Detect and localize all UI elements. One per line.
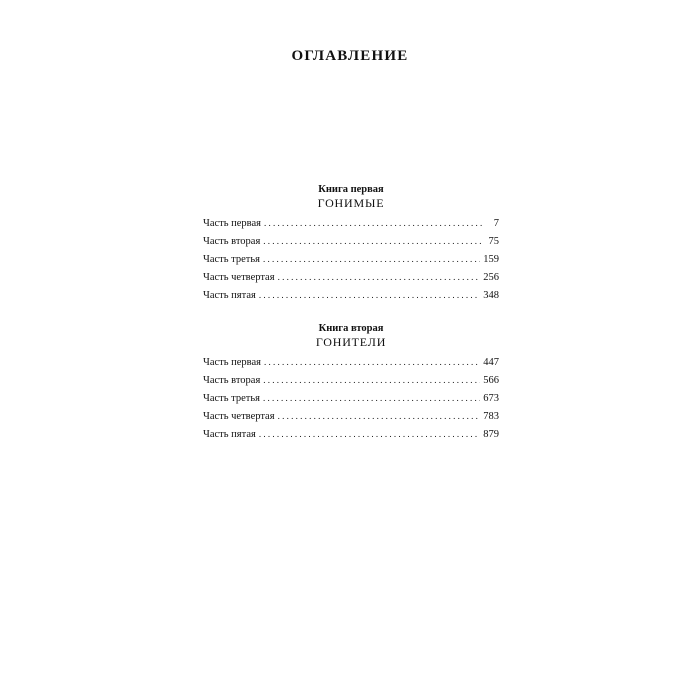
- toc-entry-page: 7: [493, 218, 499, 229]
- toc-dot-leader: [263, 250, 480, 268]
- toc-entry: [203, 371, 499, 389]
- toc-entry-page: 75: [488, 236, 499, 247]
- toc-entry-label: Часть четвертая: [203, 272, 275, 283]
- toc-entry-label: Часть пятая: [203, 429, 256, 440]
- toc-entry-label: Часть пятая: [203, 290, 256, 301]
- toc-entry-page: 566: [483, 375, 499, 386]
- book-kicker: Книга вторая: [318, 323, 384, 334]
- toc-entry-page: 783: [483, 411, 499, 422]
- toc-entry: [203, 353, 499, 371]
- toc-entry-page: 447: [483, 357, 499, 368]
- toc-entry-label: Часть четвертая: [203, 411, 275, 422]
- toc-entry: [203, 214, 499, 232]
- toc-dot-leader: [263, 371, 480, 389]
- toc-entry: [203, 232, 499, 250]
- toc-dot-leader: [278, 268, 481, 286]
- toc-dot-leader: [278, 407, 481, 425]
- toc-entry-page: 256: [483, 272, 499, 283]
- toc-entry-label: Часть третья: [203, 393, 260, 404]
- toc-entry-label: Часть третья: [203, 254, 260, 265]
- toc-entry-page: 879: [483, 429, 499, 440]
- toc-entry-page: 159: [483, 254, 499, 265]
- toc-dot-leader: [259, 425, 480, 443]
- toc-dot-leader: [264, 353, 480, 371]
- book-section-1: [203, 183, 499, 304]
- toc-entry-label: Часть вторая: [203, 375, 261, 386]
- toc-dot-leader: [263, 389, 480, 407]
- toc-dot-leader: [259, 286, 480, 304]
- toc-entry-label: Часть первая: [203, 218, 261, 229]
- book-name: ГОНИТЕЛИ: [315, 335, 387, 349]
- toc-dot-leader: [263, 232, 484, 250]
- page-title: ОГЛАВЛЕНИЕ: [291, 48, 409, 64]
- book-kicker: Книга первая: [318, 184, 384, 195]
- toc-entry: [203, 286, 499, 304]
- toc-entry-label: Часть первая: [203, 357, 261, 368]
- toc-entry-page: 673: [483, 393, 499, 404]
- toc-entry-page: 348: [483, 290, 499, 301]
- toc-entry-label: Часть вторая: [203, 236, 261, 247]
- toc-dot-leader: [264, 214, 484, 232]
- toc-entry: [203, 407, 499, 425]
- toc-entry: [203, 250, 499, 268]
- book-section-2: [203, 322, 499, 443]
- toc-entry: [203, 268, 499, 286]
- toc-entry: [203, 425, 499, 443]
- toc-entry: [203, 389, 499, 407]
- book-name: ГОНИМЫЕ: [317, 196, 385, 210]
